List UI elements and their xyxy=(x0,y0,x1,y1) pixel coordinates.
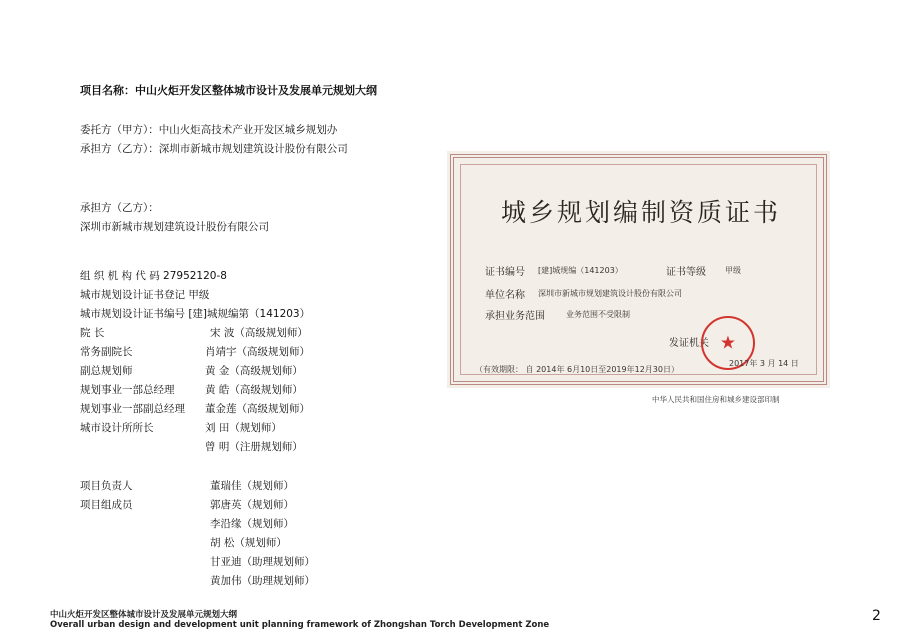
team-role: 项目组成员 xyxy=(80,499,133,511)
seal-emblem-icon: ★ xyxy=(719,332,737,354)
cert-issue-date: 2017年 3 月 14 日 xyxy=(729,359,799,368)
certificate-printer: 中华人民共和国住房和城乡建设部印制 xyxy=(652,395,780,404)
staff-name: 刘 田（规划师） xyxy=(205,422,282,434)
cert-validity: （有效期限： 自 2014年 6月10日至2019年12月30日） xyxy=(475,365,679,374)
staff-name: 黄 皓（高级规划师） xyxy=(205,384,303,396)
footer-title-cn: 中山火炬开发区整体城市设计及发展单元规划大纲 xyxy=(50,610,238,620)
contractor-line: 承担方（乙方）：深圳市新城市规划建筑设计股份有限公司 xyxy=(80,143,348,155)
contractor-name: 深圳市新城市规划建筑设计股份有限公司 xyxy=(80,221,269,233)
staff-name: 肖靖宇（高级规划师） xyxy=(205,346,310,358)
qualification-certificate xyxy=(447,151,830,388)
staff-name: 董金莲（高级规划师） xyxy=(205,403,310,415)
client-line: 委托方（甲方）：中山火炬高技术产业开发区城乡规划办 xyxy=(80,124,338,136)
team-name: 董瑞佳（规划师） xyxy=(210,480,294,492)
certificate-title: 城乡规划编制资质证书 xyxy=(500,198,781,227)
page-number: 2 xyxy=(872,608,881,624)
footer-title-en: Overall urban design and development unit planning framework of Zhongshan Torch Development Zone xyxy=(50,620,550,630)
staff-role: 城市设计所所长 xyxy=(80,422,154,434)
cert-unit-label: 单位名称 xyxy=(485,290,525,301)
staff-role: 规划事业一部副总经理 xyxy=(80,403,185,415)
team-name: 郭唐英（规划师） xyxy=(210,499,294,511)
staff-name: 宋 波（高级规划师） xyxy=(210,327,308,339)
cert-grade: 城市规划设计证书登记 甲级 xyxy=(80,289,210,301)
team-name: 黄加伟（助理规划师） xyxy=(210,575,315,587)
team-role: 项目负责人 xyxy=(80,480,133,492)
cert-scope-value: 业务范围不受限制 xyxy=(566,310,630,319)
cert-grade-value: 甲级 xyxy=(725,266,741,275)
cert-number-value: [建]城规编（141203） xyxy=(538,266,623,275)
team-name: 李沿缘（规划师） xyxy=(210,518,294,530)
staff-role: 副总规划师 xyxy=(80,365,133,377)
staff-role: 院 长 xyxy=(80,327,105,339)
cert-grade-label: 证书等级 xyxy=(666,267,706,278)
staff-name: 曾 明（注册规划师） xyxy=(205,441,303,453)
team-name: 甘亚迪（助理规划师） xyxy=(210,556,315,568)
project-title: 项目名称：中山火炬开发区整体城市设计及发展单元规划大纲 xyxy=(80,84,377,97)
cert-unit-value: 深圳市新城市规划建筑设计股份有限公司 xyxy=(538,289,682,298)
cert-number-label: 证书编号 xyxy=(485,267,525,278)
team-name: 胡 松（规划师） xyxy=(210,537,287,549)
contractor-label: 承担方（乙方）： xyxy=(80,202,159,214)
staff-name: 黄 金（高级规划师） xyxy=(205,365,303,377)
staff-role: 常务副院长 xyxy=(80,346,133,358)
cert-issuer: 发证机关 xyxy=(669,338,709,349)
cert-scope-label: 承担业务范围 xyxy=(485,311,545,322)
org-code: 组 织 机 构 代 码 27952120-8 xyxy=(80,270,227,282)
staff-role: 规划事业一部总经理 xyxy=(80,384,175,396)
cert-number: 城市规划设计证书编号 [建]城规编第（141203） xyxy=(80,308,311,320)
